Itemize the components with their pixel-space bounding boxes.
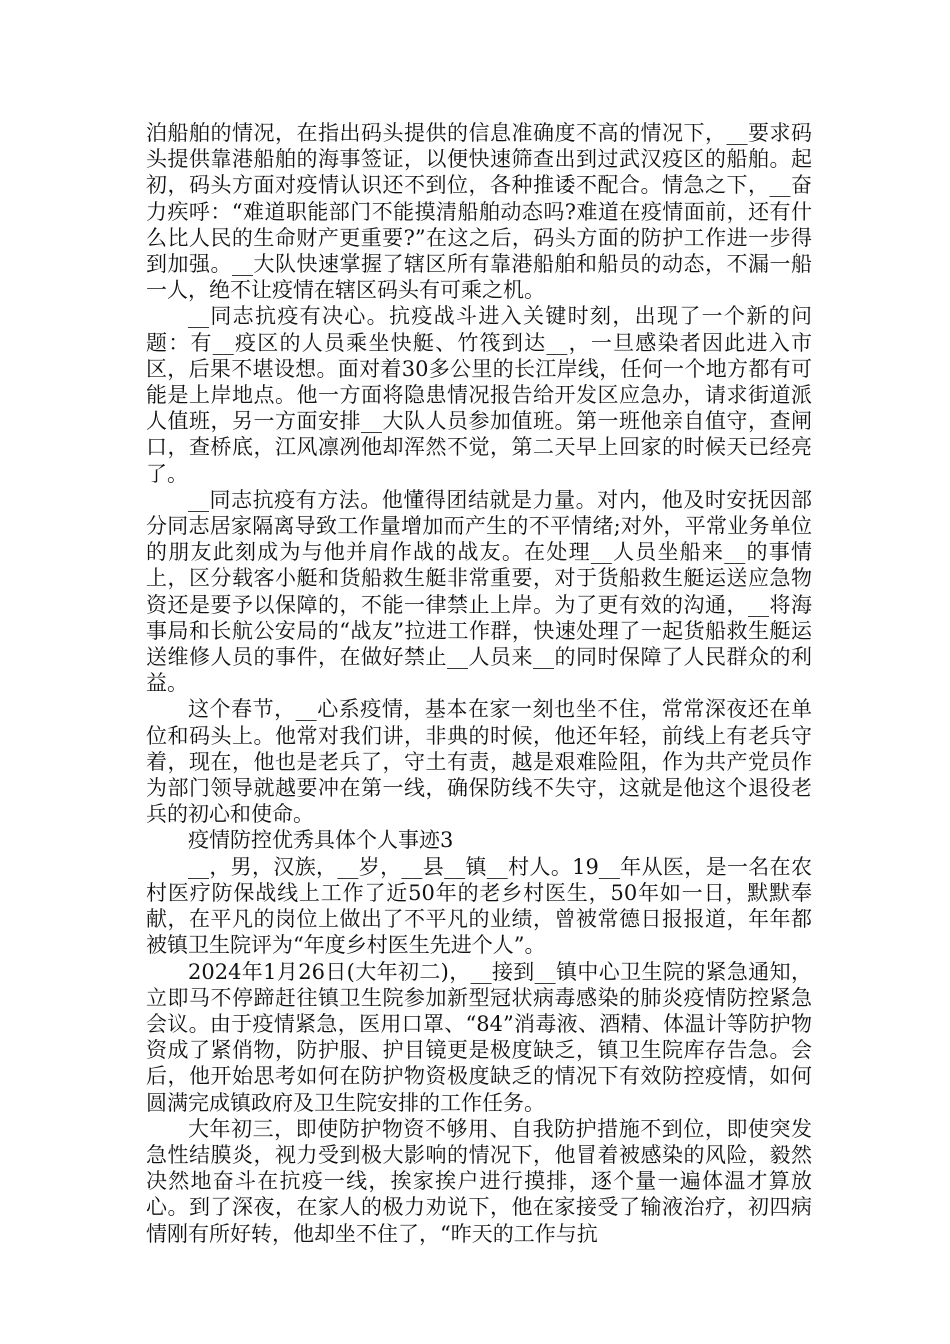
paragraph-ship-inspection: 泊船舶的情况，在指出码头提供的信息准确度不高的情况下，__要求码头提供靠港船舶的海事签证，以便快速筛查出到过武汉疫区的船舶。起初，码头方面对疫情认识还不到位，各种推诿不配合。情急之下，__奋力疾呼：“难道职能部门不能摸清船舶动态吗?难道在疫情面前，还有什么比人民的生命财产更重要?”在这之后，码头方面的防护工作进一步得到加强。__大队快速掌握了辖区所有靠港船舶和船员的动态，不漏一船一人，绝不让疫情在辖区码头有可乘之机。 xyxy=(146,121,812,303)
paragraph-emergency-meeting: 2024年1月26日(大年初二)，__接到__镇中心卫生院的紧急通知，立即马不停蹄赶往镇卫生院参加新型冠状病毒感染的肺炎疫情防控紧急会议。由于疫情紧急，医用口罩、“84”消毒液、酒精、体温计等防护物资成了紧俏物，防护服、护目镜更是极度缺乏，镇卫生院库存告急。会后，他开始思考如何在防护物资极度缺乏的情况下有效防控疫情，如何圆满完成镇政府及卫生院安排的工作任务。 xyxy=(146,959,812,1115)
document-body xyxy=(146,120,812,1247)
paragraph-determination: __同志抗疫有决心。抗疫战斗进入关键时刻，出现了一个新的问题：有__疫区的人员乘坐快艇、竹筏到达__，一旦感染者因此进入市区，后果不堪设想。面对着30多公里的长江岸线，任何一个地方都有可能是上岸地点。他一方面将隐患情况报告给开发区应急办，请求街道派人值班，另一方面安排__大队人员参加值班。第一班他亲自值守，查闸口，查桥底，江风凛冽他却浑然不觉，第二天早上回家的时候天已经亮了。 xyxy=(146,304,812,486)
section-heading: 疫情防控优秀具体个人事迹3 xyxy=(188,828,454,853)
paragraph-method: __同志抗疫有方法。他懂得团结就是力量。对内，他及时安抚因部分同志居家隔离导致工作量增加而产生的不平情绪;对外，平常业务单位的朋友此刻成为与他并肩作战的战友。在处理__人员坐船来__的事情上，区分载客小艇和货船救生艇非常重要，对于货船救生艇运送应急物资还是要予以保障的，不能一律禁止上岸。为了更有效的沟通，__将海事局和长航公安局的“战友”拉进工作群，快速处理了一起货船救生艇运送维修人员的事件，在做好禁止__人员来__的同时保障了人民群众的利益。 xyxy=(146,487,812,696)
paragraph-house-visits: 大年初三，即使防护物资不够用、自我防护措施不到位，即使突发急性结膜炎，视力受到极大影响的情况下，他冒着被感染的风险，毅然决然地奋斗在抗疫一线，挨家挨户进行摸排，逐个量一遍体温才算放心。到了深夜，在家人的极力劝说下，他在家接受了输液治疗，初四病情刚有所好转，他却坐不住了，“昨天的工作与抗 xyxy=(146,1116,812,1246)
paragraph-village-doctor-intro: __，男，汉族，__岁，__县__镇__村人。19__年从医，是一名在农村医疗防保战线上工作了近50年的老乡村医生，50年如一日，默默奉献，在平凡的岗位上做出了不平凡的业绩，曾被常德日报报道，年年都被镇卫生院评为“年度乡村医生先进个人”。 xyxy=(146,854,812,958)
paragraph-spring-festival: 这个春节，__心系疫情，基本在家一刻也坐不住，常常深夜还在单位和码头上。他常对我们讲，非典的时候，他还年轻，前线上有老兵守着，现在，他也是老兵了，守土有责，越是艰难险阻，作为共产党员作为部门领导就越要冲在第一线，确保防线不失守，这就是他这个退役老兵的初心和使命。 xyxy=(146,697,812,827)
